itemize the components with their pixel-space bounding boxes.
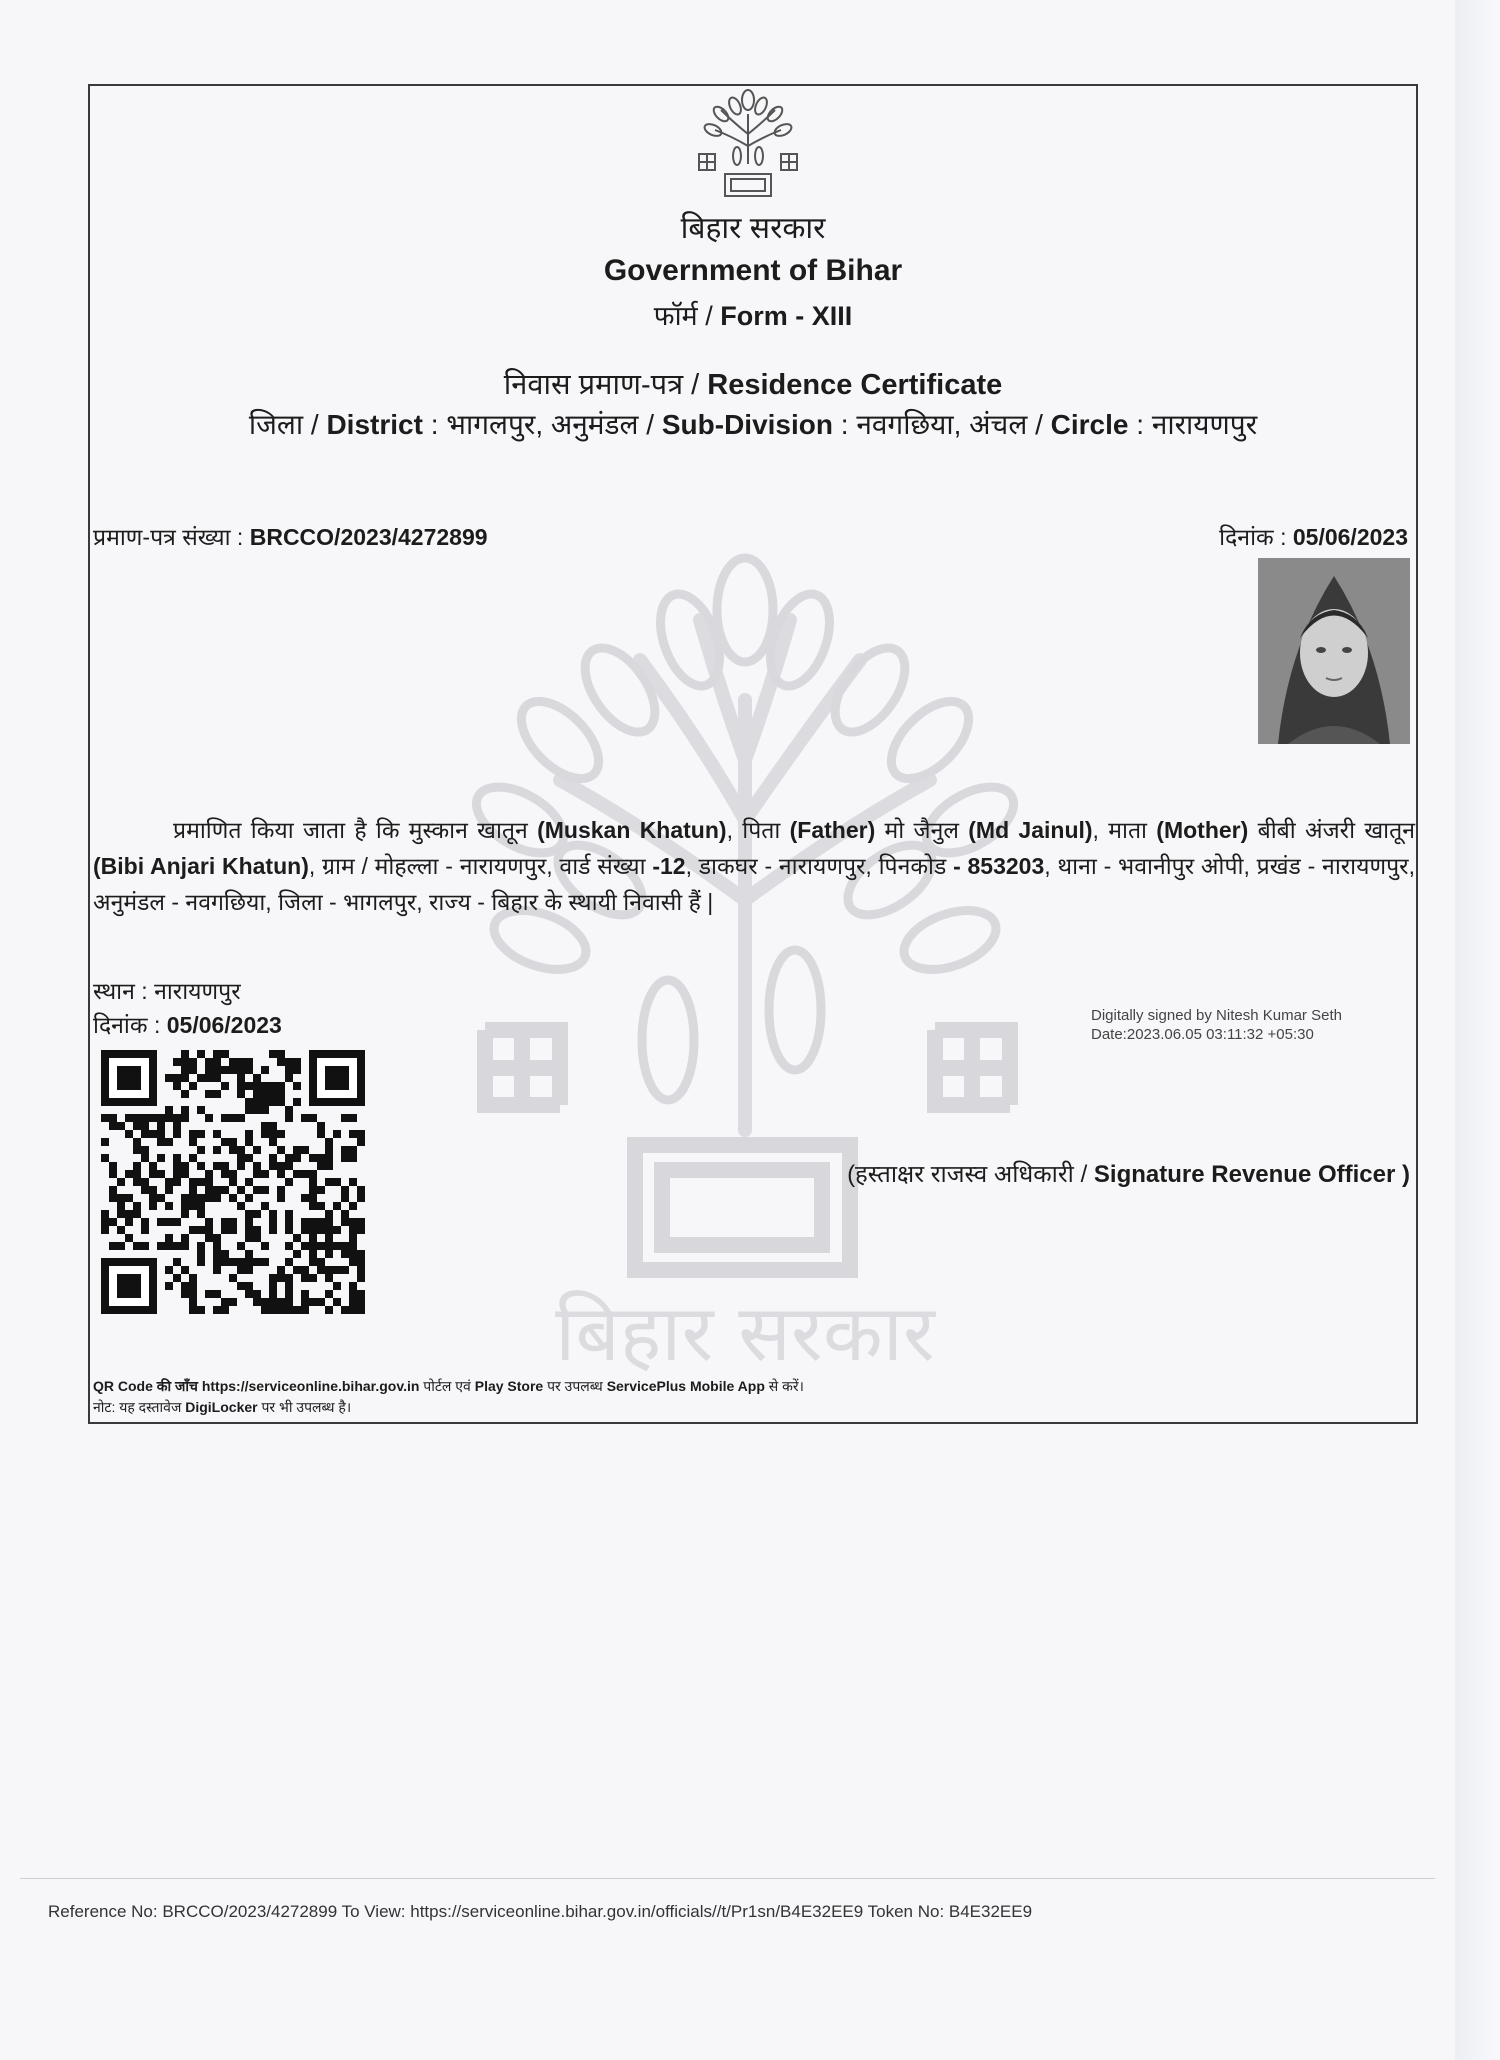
- watermark-text: बिहार सरकार: [555, 1289, 935, 1379]
- form-label-english: Form - XIII: [720, 301, 853, 331]
- body-text-5: बीबी अंजरी खातून: [1248, 817, 1415, 843]
- certificate-title-hindi: निवास प्रमाण-पत्र: [503, 369, 684, 401]
- qr-code-icon[interactable]: [101, 1050, 365, 1314]
- form-number: फॉर्म / Form - XIII: [653, 301, 853, 331]
- digital-signature-line-2: Date:2023.06.05 03:11:32 +05:30: [1091, 1026, 1314, 1043]
- note-digilocker-text: नोट: यह दस्तावेज: [93, 1399, 186, 1415]
- certificate-number: [93, 520, 488, 552]
- body-text-7: , डाकघर - नारायणपुर, पिनकोड: [685, 853, 954, 879]
- digital-signature-line-1: Digitally signed by Nitesh Kumar Seth: [1091, 1007, 1342, 1024]
- circle-label-hindi: अंचल: [969, 409, 1028, 440]
- mother-name-english: (Bibi Anjari Khatun): [93, 853, 309, 879]
- district-value: भागलपुर: [446, 409, 536, 440]
- paper-edge: [1455, 0, 1500, 2060]
- circle-label-english: Circle: [1050, 409, 1129, 440]
- note-text-available: पर उपलब्ध: [543, 1378, 607, 1394]
- issue-date-value: 05/06/2023: [1292, 524, 1408, 550]
- issue-date-label: दिनांक :: [1219, 524, 1287, 550]
- applicant-name-english: (Muskan Khatun): [537, 817, 727, 843]
- body-text-2: , पिता: [726, 817, 790, 843]
- subdivision-label-english: Sub-Division: [661, 409, 833, 440]
- district-label-hindi: जिला: [248, 409, 304, 440]
- issue-date-bottom-label: दिनांक :: [93, 1012, 161, 1038]
- subdivision-label-hindi: अनुमंडल: [550, 409, 639, 440]
- ward-number: -12: [652, 853, 686, 879]
- person-photo-icon: [1258, 558, 1410, 744]
- note-text-end: से करें।: [764, 1378, 804, 1394]
- certificate-body: [93, 812, 1415, 920]
- signature-label: [780, 1157, 1410, 1190]
- body-text-8: , थाना - भवानीपुर ओपी, प्रखंड - नारायणपुर, अनुमंडल - नवगछिया, जिला - भागलपुर, राज्य - बिहार के स्थायी निवासी हैं |: [93, 853, 1415, 915]
- bihar-emblem-icon: [693, 84, 803, 202]
- certificate-number-value: BRCCO/2023/4272899: [249, 524, 488, 550]
- verification-note: [93, 1376, 804, 1418]
- header-title-hindi: बिहार सरकार: [680, 212, 826, 245]
- certificate-title: निवास प्रमाण-पत्र / Residence Certificate: [503, 369, 1003, 401]
- form-label-hindi: फॉर्म: [653, 301, 698, 331]
- mother-label: (Mother): [1156, 817, 1249, 843]
- issue-date-bottom: [93, 1008, 282, 1040]
- note-app-name: ServicePlus Mobile App: [606, 1378, 765, 1394]
- applicant-photo: [1258, 558, 1410, 744]
- father-label: (Father): [789, 817, 876, 843]
- district-label-english: District: [326, 409, 423, 440]
- note-text-portal: पोर्टल एवं: [419, 1378, 475, 1394]
- body-text-6: , ग्राम / मोहल्ला - नारायणपुर, वार्ड संख्या: [308, 853, 653, 879]
- pincode: - 853203: [953, 853, 1045, 879]
- note-play-store: Play Store: [474, 1378, 544, 1394]
- note-url-link[interactable]: https://serviceonline.bihar.gov.in: [201, 1378, 420, 1394]
- digital-signature: [1091, 1006, 1391, 1044]
- verification-note-line-2: [93, 1397, 804, 1418]
- circle-value: नारायणपुर: [1151, 409, 1258, 440]
- footer-divider: [20, 1878, 1435, 1879]
- signature-label-hindi: (हस्ताक्षर राजस्व अधिकारी /: [847, 1161, 1088, 1188]
- header-title-english: Government of Bihar: [603, 254, 903, 287]
- verification-note-line-1: [93, 1376, 804, 1397]
- issue-date-top: [1180, 520, 1408, 552]
- body-text-4: , माता: [1092, 817, 1157, 843]
- district-line: जिला / District : भागलपुर, अनुमंडल / Sub-Division : नवगछिया, अंचल / Circle : नारायणपुर: [248, 409, 1258, 440]
- footer-reference: Reference No: BRCCO/2023/4272899 To View: https://serviceonline.bihar.gov.in/officials//t/Pr1sn/B4E32EE9 Token No: B4E32EE9: [48, 1902, 1033, 1921]
- subdivision-value: नवगछिया: [856, 409, 954, 440]
- note-qr-text: QR Code की जाँच: [93, 1378, 202, 1394]
- signature-label-english: Signature Revenue Officer ): [1093, 1161, 1410, 1188]
- issue-place: [93, 974, 241, 1006]
- body-text-1: प्रमाणित किया जाता है कि मुस्कान खातून: [173, 817, 538, 843]
- certificate-number-label: प्रमाण-पत्र संख्या :: [93, 524, 244, 550]
- body-text-3: मो जैनुल: [875, 817, 969, 843]
- note-digilocker-end: पर भी उपलब्ध है।: [257, 1399, 352, 1415]
- issue-date-bottom-value: 05/06/2023: [166, 1012, 282, 1038]
- father-name-english: (Md Jainul): [968, 817, 1093, 843]
- issue-place-value: नारायणपुर: [154, 978, 241, 1004]
- note-digilocker: DigiLocker: [185, 1399, 258, 1415]
- issue-place-label: स्थान :: [93, 978, 148, 1004]
- certificate-title-english: Residence Certificate: [707, 369, 1003, 401]
